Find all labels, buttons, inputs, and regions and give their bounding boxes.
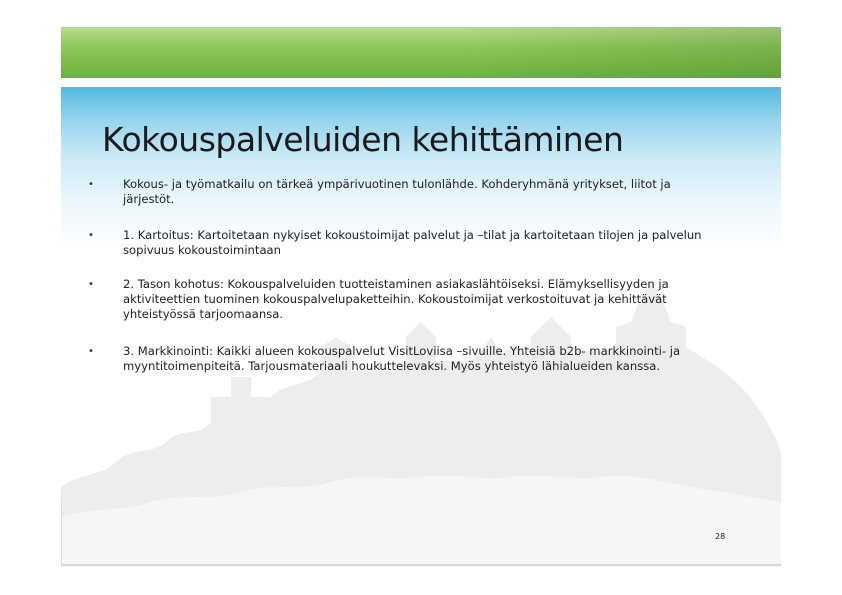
bullet-marker: • bbox=[88, 346, 94, 357]
slide bbox=[61, 27, 781, 567]
bullet-list bbox=[61, 27, 781, 567]
bullet-item bbox=[88, 344, 708, 374]
bullet-marker: • bbox=[88, 230, 94, 241]
bullet-text: Kokous- ja työmatkailu on tärkeä ympärivuotinen tulonlähde. Kohderyhmänä yritykset, liitot ja järjestöt. bbox=[123, 177, 671, 206]
bullet-marker: • bbox=[88, 279, 94, 290]
bullet-item bbox=[88, 277, 708, 322]
bullet-text: 1. Kartoitus: Kartoitetaan nykyiset kokoustoimijat palvelut ja –tilat ja kartoitetaan tilojen ja palvelun sopivuus kokoustoimintaan bbox=[123, 228, 702, 257]
slide-title: Kokouspalveluiden kehittäminen bbox=[102, 120, 624, 159]
bullet-item bbox=[88, 177, 708, 207]
bullet-text: 3. Markkinointi: Kaikki alueen kokouspalvelut VisitLoviisa –sivuille. Yhteisiä b2b- markkinointi- ja myyntitoimenpiteitä. Tarjousmateriaali houkuttelevaksi. Myös yhteistyö lähialueiden kanssa. bbox=[123, 344, 681, 373]
bullet-text: 2. Tason kohotus: Kokouspalveluiden tuotteistaminen asiakaslähtöiseksi. Elämyksellisyyden ja aktiviteettien tuominen kokouspalvelupaketteihin. Kokoustoimijat verkostoituvat ja kehittävät yhteistyössä tarjoomaansa. bbox=[123, 277, 669, 321]
page-number: 28 bbox=[715, 532, 726, 541]
bullet-item bbox=[88, 228, 708, 258]
bullet-marker: • bbox=[88, 179, 94, 190]
